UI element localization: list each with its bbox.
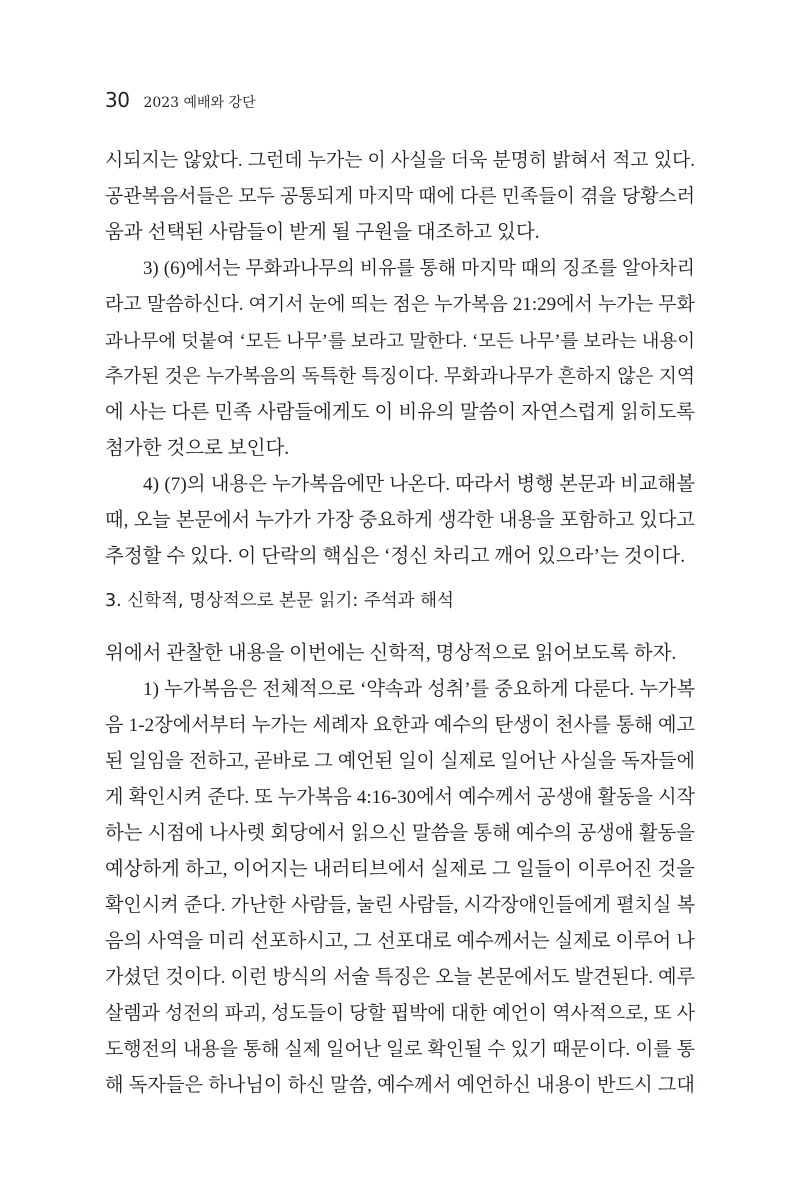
text-line: 3) (6)에서는 무화과나무의 비유를 통해 마지막 때의 징조를 알아차리	[143, 258, 695, 279]
text-line: 예상하게 하고, 이어지는 내러티브에서 실제로 그 일들이 이루어진 것을	[105, 859, 695, 880]
text-line: 1) 누가복음은 전체적으로 ‘약속과 성취’를 중요하게 다룬다. 누가복	[143, 679, 695, 700]
body-text-lower	[105, 636, 695, 1104]
text-line: 도행전의 내용을 통해 실제 일어난 일로 확인될 수 있기 때문이다. 이를 통	[105, 1039, 695, 1060]
text-line: 하는 시점에 나사렛 회당에서 읽으신 말씀을 통해 예수의 공생애 활동을	[105, 823, 695, 844]
text-line: 음의 사역을 미리 선포하시고, 그 선포대로 예수께서는 실제로 이루어 나	[105, 931, 695, 952]
text-line: 라고 말씀하신다. 여기서 눈에 띄는 점은 누가복음 21:29에서 누가는 무화	[105, 294, 695, 315]
text-line: 추가된 것은 누가복음의 독특한 특징이다. 무화과나무가 흔하지 않은 지역	[105, 366, 695, 387]
text-line: 된 일임을 전하고, 곧바로 그 예언된 일이 실제로 일어난 사실을 독자들에	[105, 751, 695, 772]
text-line: 음 1-2장에서부터 누가는 세례자 요한과 예수의 탄생이 천사를 통해 예고	[105, 715, 695, 736]
text-line: 움과 선택된 사람들이 받게 될 구원을 대조하고 있다.	[105, 222, 540, 243]
running-title: 2023 예배와 강단	[143, 95, 256, 111]
text-line: 시되지는 않았다. 그런데 누가는 이 사실을 더욱 분명히 밝혀서 적고 있다.	[105, 150, 695, 171]
text-line: 살렘과 성전의 파괴, 성도들이 당할 핍박에 대한 예언이 역사적으로, 또 사	[105, 1003, 695, 1024]
text-line: 공관복음서들은 모두 공통되게 마지막 때에 다른 민족들이 겪을 당황스러	[105, 186, 695, 207]
text-line: 게 확인시켜 준다. 또 누가복음 4:16-30에서 예수께서 공생애 활동을 시작	[105, 787, 695, 808]
text-line: 때, 오늘 본문에서 누가가 가장 중요하게 생각한 내용을 포함하고 있다고	[105, 510, 695, 531]
text-line: 위에서 관찰한 내용을 이번에는 신학적, 명상적으로 읽어보도록 하자.	[105, 643, 677, 664]
page-number: 30	[105, 88, 130, 112]
text-line: 해 독자들은 하나님이 하신 말씀, 예수께서 예언하신 내용이 반드시 그대	[105, 1075, 695, 1096]
text-line: 확인시켜 준다. 가난한 사람들, 눌린 사람들, 시각장애인들에게 펼치실 복	[105, 895, 695, 916]
section-heading: 3. 신학적, 명상적으로 본문 읽기: 주석과 해석	[105, 591, 454, 611]
text-line: 과나무에 덧붙여 ‘모든 나무’를 보라고 말한다. ‘모든 나무’를 보라는 내용이	[105, 331, 695, 351]
text-line: 4) (7)의 내용은 누가복음에만 나온다. 따라서 병행 본문과 비교해볼	[143, 474, 695, 495]
body-text-upper	[105, 143, 695, 575]
text-line: 가셨던 것이다. 이런 방식의 서술 특징은 오늘 본문에서도 발견된다. 예루	[105, 967, 695, 988]
page-header	[105, 88, 256, 112]
text-line: 추정할 수 있다. 이 단락의 핵심은 ‘정신 차리고 깨어 있으라’는 것이다.	[105, 546, 686, 567]
text-line: 첨가한 것으로 보인다.	[105, 438, 290, 459]
text-line: 에 사는 다른 민족 사람들에게도 이 비유의 말씀이 자연스럽게 읽히도록	[105, 402, 695, 423]
